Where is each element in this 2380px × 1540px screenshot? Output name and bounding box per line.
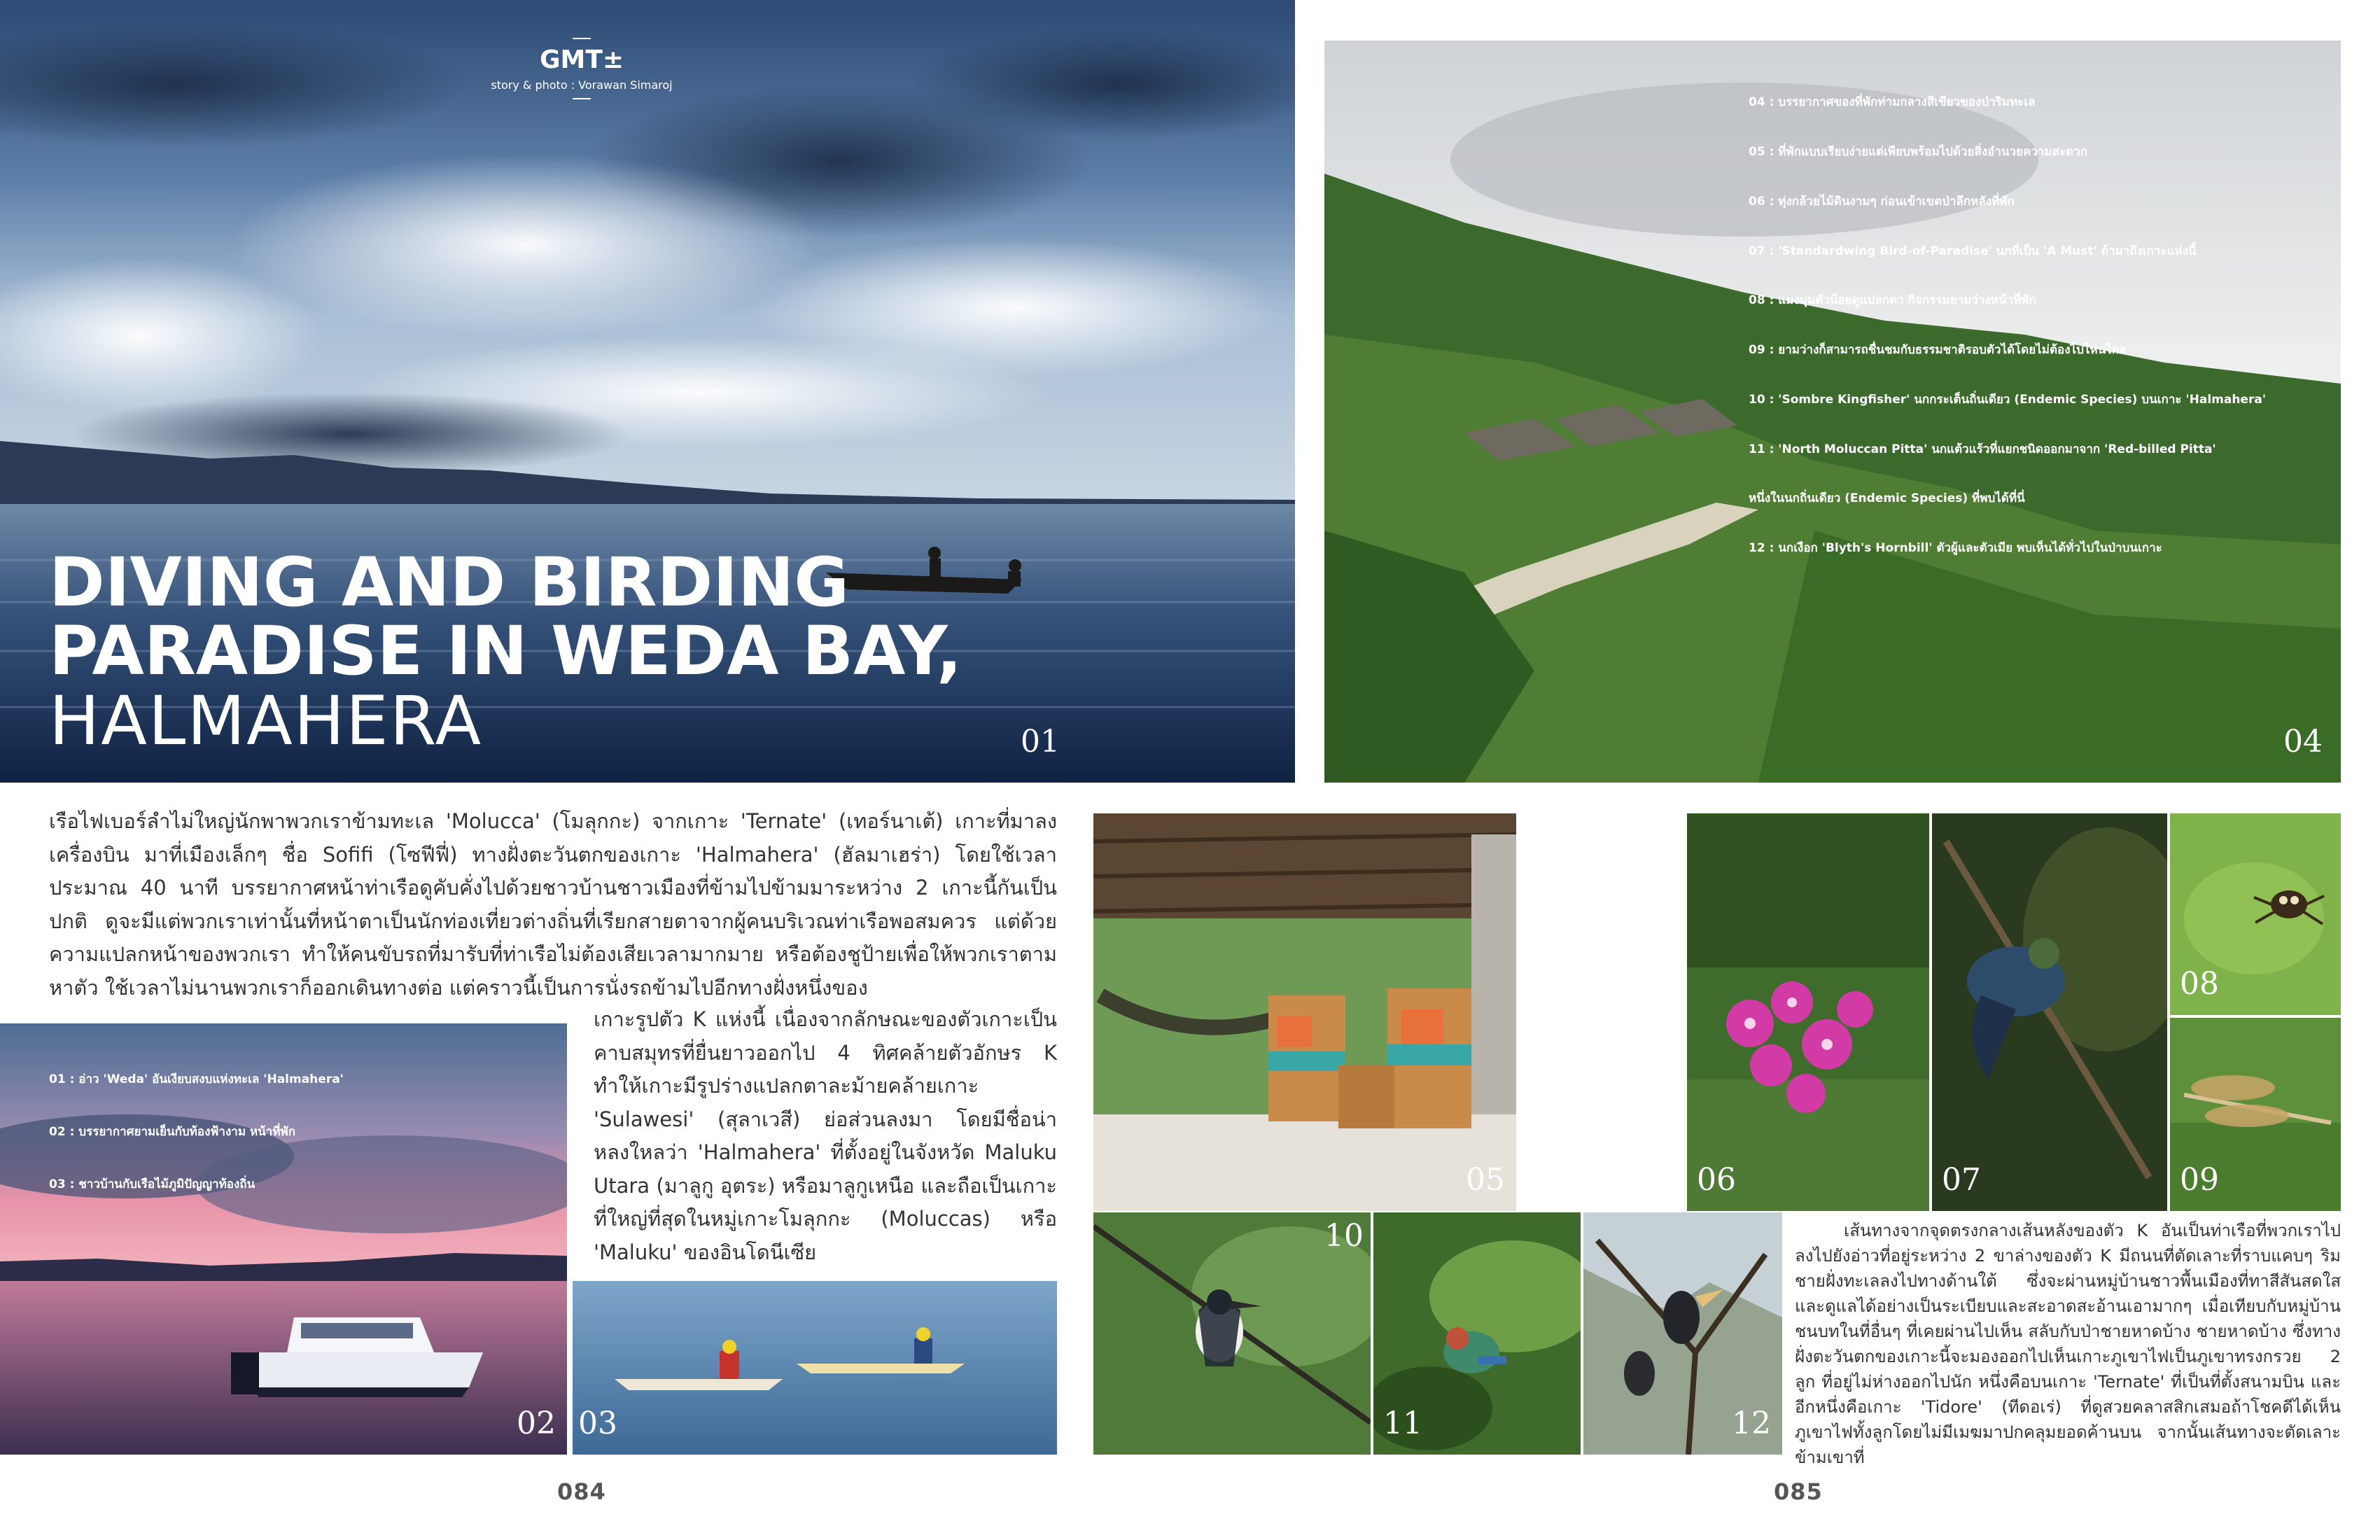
photo-number-04: 04	[2283, 724, 2323, 760]
body-paragraph-column	[594, 1003, 1057, 1269]
photo-number-09: 09	[2180, 1162, 2219, 1198]
caption-01: 01 : อ่าว 'Weda' อันเงียบสงบแห่งทะเล 'Halmahera'	[49, 1072, 344, 1086]
photo-05-veranda	[1093, 813, 1516, 1211]
body-paragraph-column-text: เกาะรูปตัว K แห่งนี้ เนื่องจากลักษณะของตัวเกาะเป็นคาบสมุทรที่ยื่นยาวออกไป 4 ทิศคล้ายตัวอักษร K ทำให้เกาะมีรูปร่างแปลกตาละม้ายคล้ายเกาะ 'Sulawesi' (สุลาเวสี) ย่อส่วนลงมา โดยมีชื่อน่าหลงใหลว่า 'Halmahera' ที่ตั้งอยู่ในจังหวัด Maluku Utara (มาลูกู อุตระ) หรือมาลูกูเหนือ และถือเป็นเกาะที่ใหญ่ที่สุดในหมู่เกาะโมลุกกะ (Moluccas) หรือ 'Maluku' ของอินโดนีเซีย	[594, 1007, 1057, 1264]
caption-03: 03 : ชาวบ้านกับเรือไม้ภูมิปัญญาท้องถิ่น	[49, 1177, 255, 1191]
photo-06-orchids	[1687, 813, 1929, 1211]
photo-05-image	[1093, 813, 1516, 1211]
photo-number-05: 05	[1466, 1162, 1505, 1198]
body-paragraph-right	[1795, 1218, 2341, 1470]
article-title-line-2: PARADISE IN WEDA BAY,	[49, 612, 962, 690]
body-paragraph-intro-text: เรือไฟเบอร์ลำไม่ใหญ่นักพาพวกเราข้ามทะเล 'Molucca' (โมลุกกะ) จากเกาะ 'Ternate' (เทอร์นาเต้) เกาะที่มาลงเครื่องบิน มาที่เมืองเล็กๆ ชื่อ Sofifi (โซฟีฟี่) ทางฝั่งตะวันตกของเกาะ 'Halmahera' (ฮัลมาเฮร่า) โดยใช้เวลาประมาณ 40 นาที บรรยากาศหน้าท่าเรือดูคับคั่งไปด้วยชาวบ้านชาวเมืองที่ข้ามไปข้ามมาระหว่าง 2 เกาะนี้กันเป็นปกติ ดูจะมีแต่พวกเราเท่านั้นที่หน้าตาเป็นนักท่องเที่ยวต่างถิ่นที่เรียกสายตาจากผู้คนบริเวณท่าเรือพอสมควร แต่ด้วยความแปลกหน้าของพวกเรา ทำให้คนขับรถที่มารับที่ท่าเรือไม่ต้องเสียเวลามากมาย หรือต้องชูป้ายเพื่อให้พวกเราตามหาตัว ใช้เวลาไม่นานพวกเราก็ออกเดินทางต่อ แต่คราวนี้เป็นการนั่งรถข้ามไปอีกทางฝั่งหนึ่งของ	[49, 809, 1057, 1000]
caption-11-continued: หนึ่งในนกถิ่นเดียว (Endemic Species) ที่พบได้ที่นี่	[1749, 491, 2025, 506]
header-rule-top	[573, 38, 591, 39]
caption-08: 08 : แมงมุมตัวน้อยดูแปลกตา กิจกรรมยามว่างหน้าที่พัก	[1749, 293, 2036, 308]
caption-07: 07 : 'Standardwing Bird-of-Paradise' นกที่เป็น 'A Must' ถ้ามาถึงเกาะแห่งนี้	[1749, 244, 2197, 258]
photo-number-08: 08	[2180, 966, 2219, 1002]
article-title-line-3: HALMAHERA	[49, 682, 483, 760]
caption-05: 05 : ที่พักแบบเรียบง่ายแต่เพียบพร้อมไปด้วยสิ่งอำนวยความสะดวก	[1749, 144, 2088, 159]
photo-number-06: 06	[1697, 1162, 1736, 1198]
caption-10: 10 : 'Sombre Kingfisher' นกกระเต็นถิ่นเดียว (Endemic Species) บนเกาะ 'Halmahera'	[1749, 392, 2267, 407]
caption-11: 11 : 'North Moluccan Pitta' นกแต้วแร้วที่แยกชนิดออกมาจาก 'Red-billed Pitta'	[1749, 442, 2216, 456]
photo-number-02: 02	[517, 1406, 556, 1441]
captions-right	[1749, 62, 2266, 573]
photo-03-image	[573, 1281, 1057, 1455]
photo-07-bird-of-paradise	[1932, 813, 2167, 1211]
photo-07-image	[1932, 813, 2167, 1211]
caption-06: 06 : ทุ่งกล้วยไม้ดินงามๆ ก่อนเข้าเขตป่าลึกหลังที่พัก	[1749, 194, 2015, 209]
photo-number-03: 03	[578, 1406, 617, 1441]
photo-number-12: 12	[1732, 1406, 1771, 1441]
page-number-left: 084	[557, 1478, 606, 1505]
brand-logo: GMT±	[539, 46, 624, 74]
photo-number-10: 10	[1324, 1218, 1364, 1254]
page-number-right: 085	[1774, 1478, 1823, 1505]
captions-left	[49, 1036, 344, 1211]
photo-03-fishermen	[573, 1281, 1057, 1455]
photo-number-01: 01	[1021, 724, 1060, 760]
photo-06-image	[1687, 813, 1929, 1211]
article-title-line-1: DIVING AND BIRDING	[49, 543, 850, 622]
photo-number-07: 07	[1942, 1162, 1981, 1198]
body-paragraph-right-text: เส้นทางจากจุดตรงกลางเส้นหลังของตัว K อันเป็นท่าเรือที่พวกเราไปลงไปยังอ่าวที่อยู่ระหว่าง 2 ขาล่างของตัว K มีถนนที่ตัดเลาะที่ราบแคบๆ ริมชายฝั่งทะเลลงไปทางด้านใต้ ซึ่งจะผ่านหมู่บ้านชาวพื้นเมืองที่ทาสีสันสดใส และดูแลได้อย่างเป็นระเบียบและสะอาดสะอ้านเอามากๆ เมื่อเทียบกับหมู่บ้านชนบทในที่อื่นๆ ที่เคยผ่านไปเห็น สลับกับป่าชายหาดบ้าง ชายหาดบ้าง ซึ่งทางฝั่งตะวันตกของเกาะนี้จะมองออกไปเห็นเกาะภูเขาไฟเป็นภูเขาทรงกรวย 2 ลูก ที่อยู่ไม่ห่างออกไปนัก หนึ่งคือบนเกาะ 'Ternate' ที่เป็นที่ตั้งสนามบิน และอีกหนึ่งคือเกาะ 'Tidore' (ทีดอเร่) ที่ดูสวยคลาสสิกเสมอถ้าโชคดีได้เห็นภูเขาไฟทั้งลูกโดยไม่มีเมฆมาปกคลุมยอดค้านบน จากนั้นเส้นทางจะตัดเลาะข้ามเขาที่	[1795, 1221, 2341, 1467]
photo-number-11: 11	[1383, 1406, 1422, 1441]
caption-04: 04 : บรรยากาศของที่พักท่ามกลางสีเขียวของป่าริมทะเล	[1749, 95, 2036, 110]
caption-12: 12 : นกเงือก 'Blyth's Hornbill' ตัวผู้และตัวเมีย พบเห็นได้ทั่วไปในป่าบนเกาะ	[1749, 541, 2162, 556]
caption-09: 09 : ยามว่างก็สามารถชื่นชมกับธรรมชาติรอบตัวได้โดยไม่ต้องไปไหนไกล	[1749, 343, 2127, 358]
caption-02: 02 : บรรยากาศยามเย็นกับท้องฟ้างาม หน้าที่พัก	[49, 1125, 296, 1139]
body-paragraph-intro	[49, 805, 1057, 1004]
story-credit: story & photo : Vorawan Simaroj	[491, 78, 673, 92]
header-rule-bottom	[573, 98, 591, 99]
